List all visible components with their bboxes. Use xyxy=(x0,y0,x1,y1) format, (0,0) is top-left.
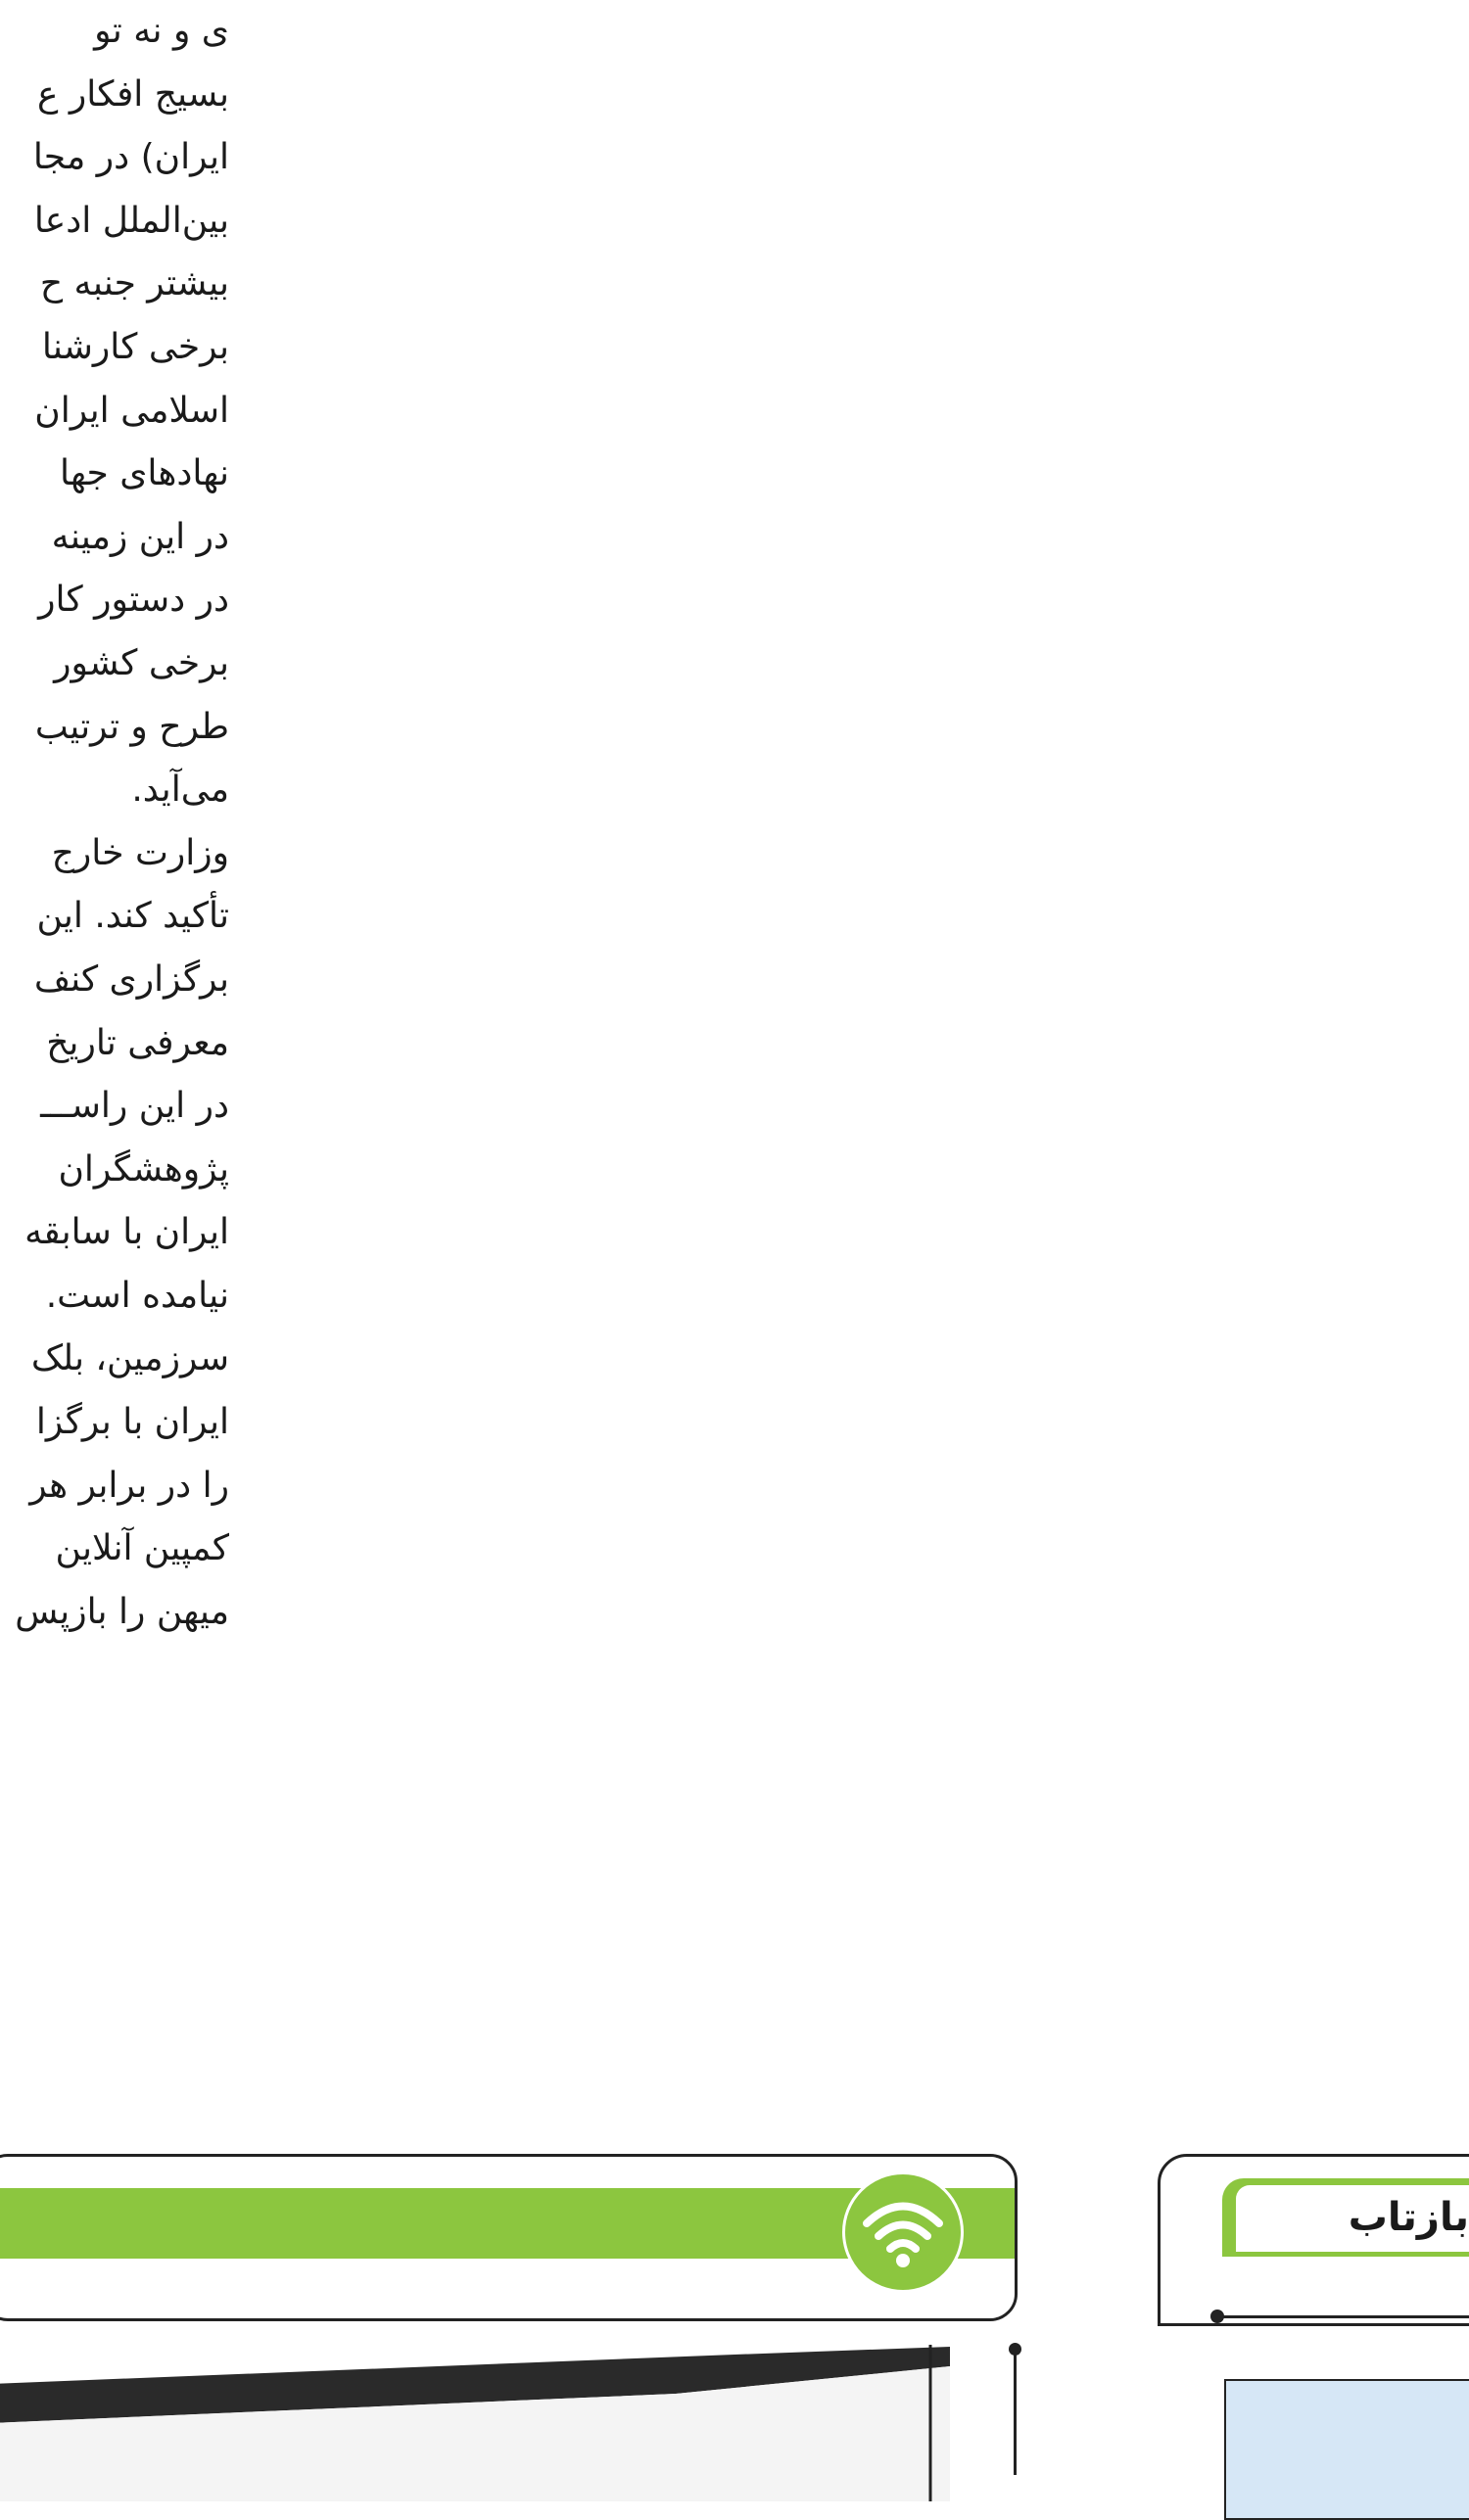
photo-image xyxy=(0,2345,965,2501)
left-column-line: میهن را بازپس xyxy=(15,1591,229,1632)
bazab-label: بازتاب xyxy=(1236,2185,1469,2252)
left-column-line: طرح و ترتیب xyxy=(34,706,229,747)
bazab-rule-dot xyxy=(1210,2310,1224,2323)
wifi-icon xyxy=(845,2174,961,2290)
left-column-line: ی و نه تو xyxy=(94,11,229,51)
photo-strip xyxy=(0,2345,965,2501)
left-column-line: معرفی تاریخ xyxy=(46,1022,229,1063)
left-column-line: سرزمین، بلک xyxy=(30,1338,229,1379)
left-column-line: را در برابر هر xyxy=(29,1465,229,1506)
wifi-badge xyxy=(842,2171,964,2293)
connector-line xyxy=(1014,2350,1017,2475)
left-column-line: در دستور کار xyxy=(38,580,229,621)
left-column-line: بسیج افکار ع xyxy=(36,73,229,115)
left-column-line: پژوهشگران xyxy=(58,1148,229,1190)
bazab-rule xyxy=(1216,2315,1469,2318)
left-column-line: برگزاری کنف xyxy=(33,958,229,1000)
left-column-line: بین‌الملل ادعا xyxy=(33,200,229,241)
left-column-line: برخی کشور xyxy=(54,642,229,683)
left-column-line: در این زمینه xyxy=(51,516,229,557)
left-column-line: ایران) در مجا xyxy=(32,137,229,178)
left-column-line: ایران با سابقه xyxy=(24,1212,229,1253)
left-column-line: ایران با برگزا xyxy=(35,1402,229,1443)
left-column-line: در این راســـ xyxy=(40,1086,229,1127)
left-column-line: می‌آید. xyxy=(131,770,229,811)
left-column xyxy=(0,0,229,1644)
left-column-line: وزارت خارج xyxy=(51,832,229,873)
left-column-line: تأکید کند. این xyxy=(36,896,229,937)
column-divider xyxy=(294,0,297,2036)
left-column-line: بیشتر جنبه ح xyxy=(39,263,229,304)
left-column-line: برخی کارشنا xyxy=(41,326,229,367)
left-column-line: اسلامی ایران xyxy=(34,390,229,431)
left-column-line: کمپین آنلاین xyxy=(55,1528,229,1569)
connector-dot xyxy=(1009,2343,1021,2356)
left-column-line: نهادهای جها xyxy=(59,453,229,494)
blue-panel xyxy=(1224,2379,1469,2520)
left-column-line: نیامده است. xyxy=(45,1275,229,1316)
